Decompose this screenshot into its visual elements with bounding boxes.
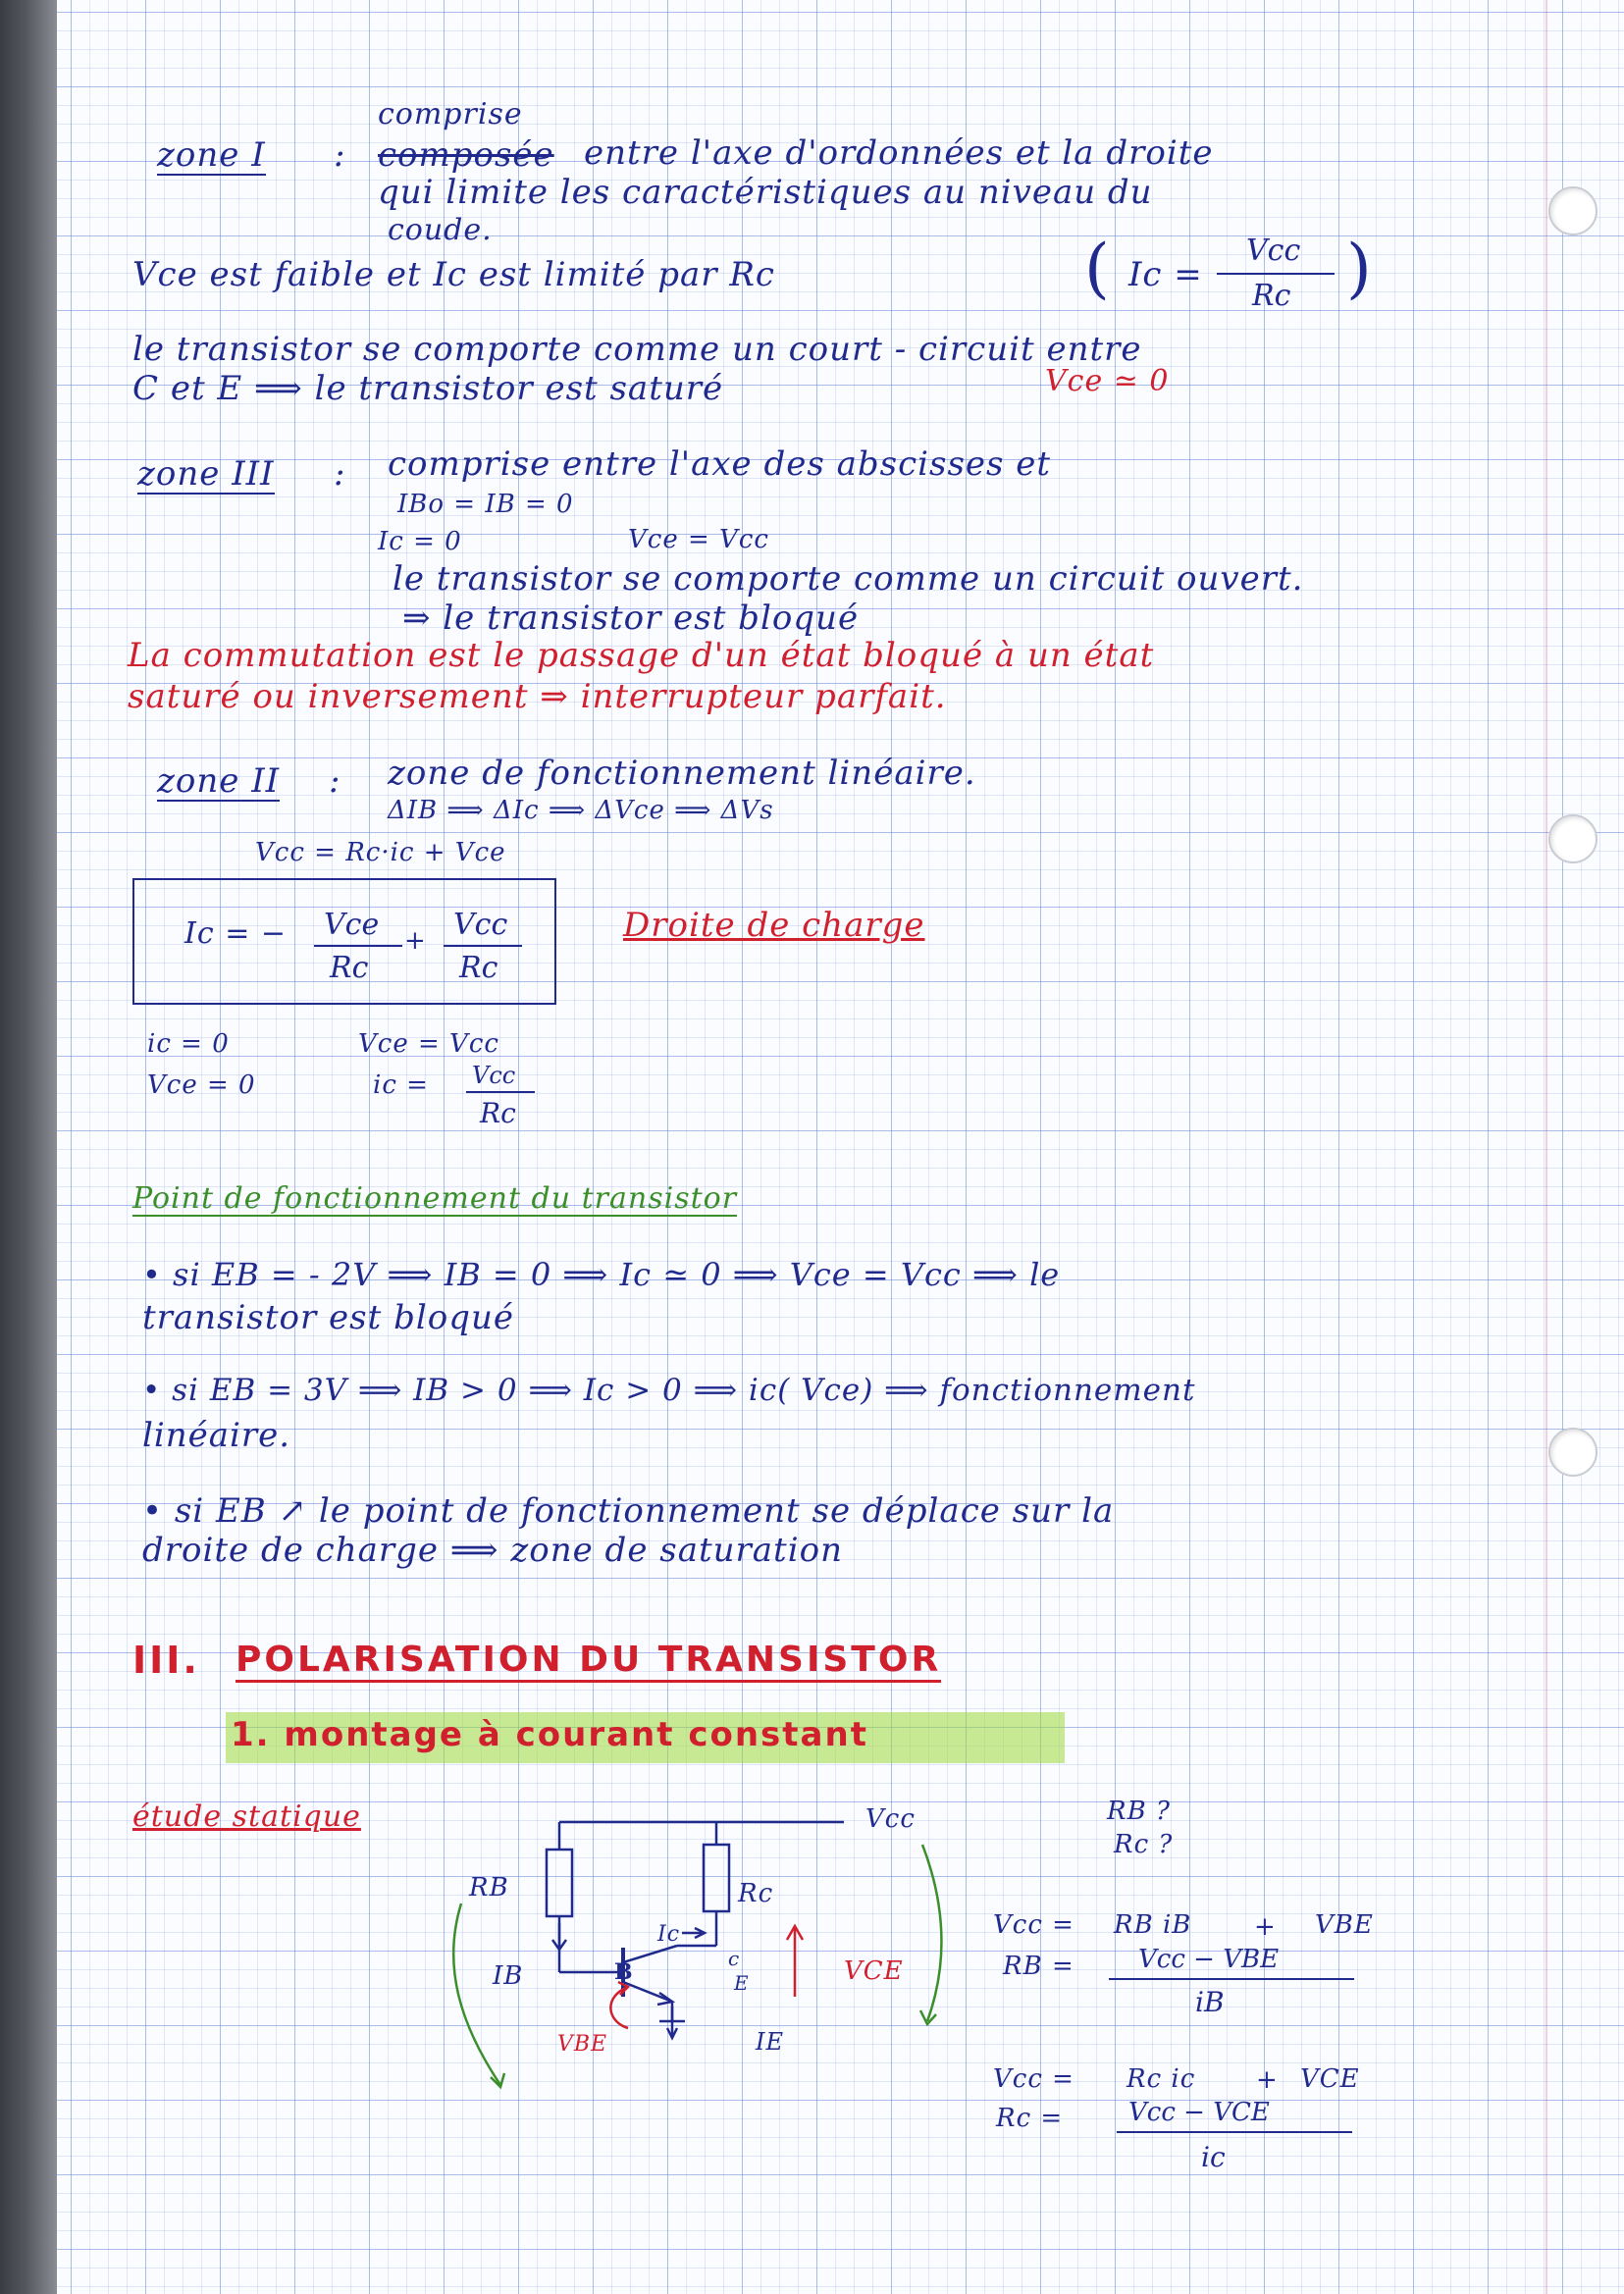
zone1-line1: entre l'axe d'ordonnées et la droite bbox=[584, 133, 1214, 173]
etude-statique-label: étude statique bbox=[132, 1799, 361, 1834]
circuit-ic-label: Ic bbox=[657, 1922, 681, 1947]
zone2-vce-zero: Vce = 0 bbox=[147, 1070, 256, 1100]
zone3-label: zone III bbox=[137, 454, 275, 494]
eq1-lhs: Vcc = bbox=[993, 1910, 1074, 1940]
rc-resistor bbox=[704, 1845, 729, 1911]
zone1-ic-lhs: Ic = bbox=[1128, 255, 1203, 294]
zone2-vce-vcc: Vce = Vcc bbox=[358, 1029, 499, 1059]
zone3-ib: IBo = IB = 0 bbox=[397, 490, 574, 519]
zone2-line1: zone de fonctionnement linéaire. bbox=[388, 754, 976, 793]
eq2-num: Vcc − VBE bbox=[1138, 1945, 1280, 1974]
case1-line2: transistor est bloqué bbox=[142, 1298, 514, 1337]
eq1-plus: + bbox=[1254, 1912, 1277, 1942]
circuit-rb-label: RB bbox=[469, 1873, 509, 1903]
zone1-line2: qui limite les caractéristiques au niveau du bbox=[378, 173, 1153, 212]
zone3-colon: : bbox=[334, 454, 346, 494]
eq2-lhs: RB = bbox=[1003, 1952, 1074, 1981]
fraction-bar bbox=[1117, 2131, 1352, 2133]
case2-line1: • si EB = 3V ⟹ IB > 0 ⟹ Ic > 0 ⟹ ic( Vce) ⟹ fonctionnement bbox=[142, 1373, 1196, 1408]
zone1-colon: : bbox=[334, 135, 346, 175]
zone1-vce-line: Vce est faible et Ic est limité par Rc bbox=[132, 255, 775, 294]
case1-line1: • si EB = - 2V ⟹ IB = 0 ⟹ Ic ≃ 0 ⟹ Vce = Vcc ⟹ le bbox=[142, 1256, 1061, 1293]
zone3-line1: comprise entre l'axe des abscisses et bbox=[388, 444, 1052, 484]
circuit-e-label: E bbox=[734, 1971, 750, 1995]
eq3-term-b: VCE bbox=[1300, 2064, 1360, 2094]
commutation-line1: La commutation est le passage d'un état bloqué à un état bbox=[128, 636, 1155, 675]
circuit-vcc-label: Vcc bbox=[865, 1804, 916, 1834]
boxed-den1: Rc bbox=[330, 951, 369, 985]
zone2-ic-num: Vcc bbox=[472, 1062, 516, 1089]
circuit-vbe-label: VBE bbox=[557, 2032, 608, 2057]
case2-line2: linéaire. bbox=[142, 1416, 291, 1455]
circuit-rc-label: Rc bbox=[738, 1879, 774, 1908]
eq3-lhs: Vcc = bbox=[993, 2064, 1074, 2094]
case3-line1: • si EB ↗ le point de fonctionnement se déplace sur la bbox=[142, 1491, 1115, 1531]
zone3-behavior: le transistor se comporte comme un circuit ouvert. bbox=[393, 559, 1304, 599]
zone2-colon: : bbox=[329, 761, 341, 801]
punch-hole-top bbox=[1548, 186, 1598, 235]
zone1-paren-right: ) bbox=[1346, 231, 1373, 306]
circuit-ie-label: IE bbox=[756, 2028, 784, 2056]
zone3-vce: Vce = Vcc bbox=[628, 525, 769, 554]
zone1-behavior-line2: C et E ⟹ le transistor est saturé bbox=[132, 369, 724, 408]
zone1-vce-approx: Vce ≃ 0 bbox=[1045, 364, 1170, 398]
bjt-bias-circuit bbox=[432, 1800, 981, 2095]
fraction-bar bbox=[1217, 273, 1335, 275]
eq4-lhs: Rc = bbox=[996, 2104, 1064, 2133]
boxed-den2: Rc bbox=[459, 951, 498, 985]
vbe-curved-arrow bbox=[610, 1987, 628, 2028]
fraction-bar bbox=[1109, 1978, 1354, 1980]
case3-line2: droite de charge ⟹ zone de saturation bbox=[142, 1531, 843, 1570]
right-margin-line bbox=[1545, 0, 1547, 2294]
zone2-deltas: ΔIB ⟹ ΔIc ⟹ ΔVce ⟹ ΔVs bbox=[388, 796, 774, 825]
eq1-term-a: RB iB bbox=[1114, 1910, 1192, 1940]
fraction-bar bbox=[444, 945, 522, 947]
question-rb: RB ? bbox=[1107, 1797, 1171, 1826]
zone1-paren-left: ( bbox=[1084, 231, 1111, 306]
zone2-vcc-eq: Vcc = Rc·ic + Vce bbox=[255, 838, 506, 867]
rb-resistor bbox=[547, 1850, 572, 1916]
zone1-insertion: comprise bbox=[378, 97, 523, 131]
circuit-vce-label: VCE bbox=[844, 1956, 904, 1986]
zone1-label: zone I bbox=[157, 135, 266, 175]
zone3-ic: Ic = 0 bbox=[378, 527, 462, 556]
section3-subtitle: 1. montage à courant constant bbox=[231, 1715, 868, 1754]
punch-hole-middle bbox=[1548, 814, 1598, 863]
zone1-line3: coude. bbox=[388, 213, 493, 247]
punch-hole-bottom bbox=[1548, 1428, 1598, 1477]
droite-de-charge-label: Droite de charge bbox=[623, 906, 925, 945]
zone2-label: zone II bbox=[157, 761, 281, 801]
eq3-term-a: Rc ic bbox=[1126, 2064, 1196, 2094]
zone2-ic-lhs: ic = bbox=[373, 1070, 429, 1100]
circuit-c-label: c bbox=[728, 1947, 741, 1970]
emitter-leg bbox=[623, 1982, 672, 2002]
circuit-b-label: B bbox=[614, 1959, 634, 1985]
fraction-bar bbox=[314, 945, 402, 947]
operating-point-title: Point de fonctionnement du transistor bbox=[132, 1181, 738, 1216]
notebook-binding-edge bbox=[0, 0, 57, 2294]
boxed-num2: Vcc bbox=[453, 908, 508, 942]
boxed-lhs: Ic = − bbox=[184, 916, 287, 951]
eq3-plus: + bbox=[1256, 2065, 1279, 2095]
eq1-term-b: VBE bbox=[1315, 1910, 1374, 1940]
eq4-den: ic bbox=[1201, 2141, 1226, 2173]
zone1-struck-word: composée bbox=[378, 135, 554, 175]
zone1-behavior-line1: le transistor se comporte comme un court - circuit entre bbox=[132, 330, 1142, 369]
fraction-bar bbox=[466, 1091, 535, 1093]
vce-loop-arrow bbox=[922, 1845, 941, 2021]
boxed-num1: Vce bbox=[324, 908, 380, 942]
commutation-line2: saturé ou inversement ⇒ interrupteur parfait. bbox=[128, 677, 947, 716]
zone1-ic-num: Vcc bbox=[1246, 234, 1301, 268]
question-rc: Rc ? bbox=[1114, 1830, 1174, 1859]
zone2-ic-zero: ic = 0 bbox=[147, 1029, 230, 1059]
section3-number: III. bbox=[132, 1639, 200, 1682]
zone3-conclusion: ⇒ le transistor est bloqué bbox=[402, 599, 860, 638]
boxed-plus: + bbox=[404, 926, 427, 956]
eq2-den: iB bbox=[1195, 1986, 1225, 2018]
circuit-ib-label: IB bbox=[493, 1961, 524, 1991]
section3-title: POLARISATION DU TRANSISTOR bbox=[236, 1641, 941, 1683]
vbe-loop-arrow bbox=[453, 1903, 500, 2085]
eq4-num: Vcc − VCE bbox=[1128, 2098, 1270, 2127]
zone2-ic-den: Rc bbox=[480, 1097, 516, 1129]
zone1-ic-den: Rc bbox=[1252, 279, 1291, 313]
